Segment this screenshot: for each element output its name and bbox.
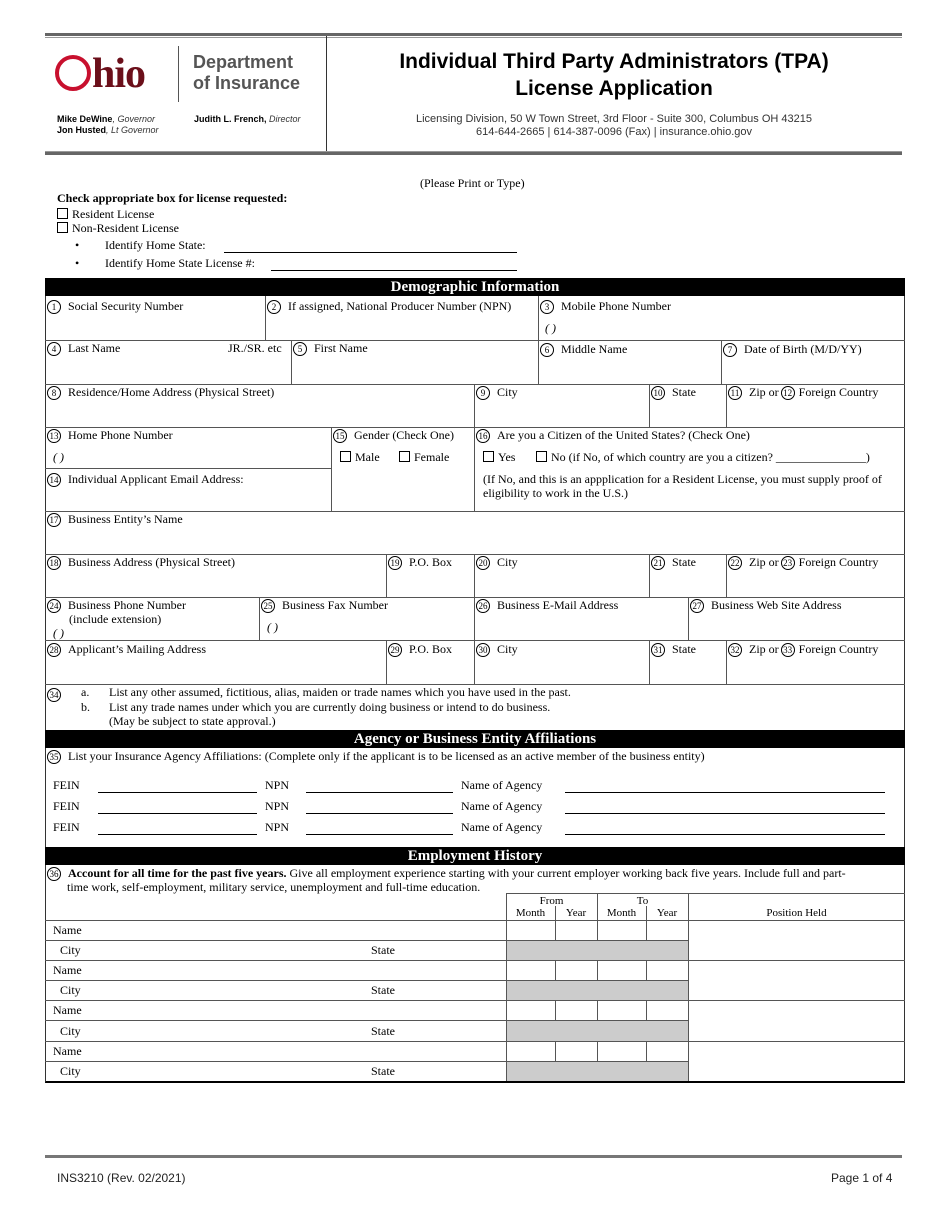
mobile-area-code: ( ) xyxy=(545,321,556,335)
home-phone-label: Home Phone Number xyxy=(68,428,173,442)
field-middle-name[interactable] xyxy=(540,342,627,357)
field-number-icon: 2 xyxy=(267,300,281,314)
option-non-resident-license[interactable] xyxy=(57,221,179,236)
divider xyxy=(688,597,689,640)
employer-city-label[interactable]: City xyxy=(60,1064,81,1078)
item-b-mark: b. xyxy=(81,700,90,714)
field-number-icon: 18 xyxy=(47,556,61,570)
row-divider xyxy=(45,960,905,961)
business-website-label: Business Web Site Address xyxy=(711,598,842,612)
field-number-icon: 36 xyxy=(47,867,61,881)
field-residence-city[interactable] xyxy=(476,385,518,400)
employer-state-label[interactable]: State xyxy=(371,943,395,957)
divider xyxy=(291,340,292,384)
npn-input[interactable] xyxy=(306,834,453,835)
last-name-label: Last Name xyxy=(68,341,121,355)
director-credit xyxy=(194,114,301,125)
item-b-note: (May be subject to state approval.) xyxy=(109,714,276,728)
department-line-2: of Insurance xyxy=(193,73,301,93)
field-number-icon: 29 xyxy=(388,643,402,657)
field-mailing-po-box[interactable] xyxy=(388,642,452,657)
field-business-phone[interactable] xyxy=(47,598,186,613)
field-email[interactable] xyxy=(47,472,244,487)
field-last-name[interactable] xyxy=(47,341,120,356)
field-number-icon: 22 xyxy=(728,556,742,570)
employer-city-label[interactable]: City xyxy=(60,1024,81,1038)
agency-name-label: Name of Agency xyxy=(461,820,543,834)
citizen-no-option[interactable] xyxy=(536,450,870,464)
divider xyxy=(538,340,539,384)
from-month-header: Month xyxy=(515,907,546,919)
field-first-name[interactable] xyxy=(293,341,368,356)
employer-name-label[interactable]: Name xyxy=(53,963,82,977)
agency-name-label: Name of Agency xyxy=(461,799,543,813)
field-number-icon: 6 xyxy=(540,343,554,357)
npn-input[interactable] xyxy=(306,813,453,814)
agency-name-input[interactable] xyxy=(565,834,885,835)
header-divider xyxy=(326,36,327,153)
npn-label: NPN xyxy=(265,820,290,834)
employer-city-label[interactable]: City xyxy=(60,983,81,997)
business-phone-area-code: ( ) xyxy=(53,626,64,640)
home-state-license-input[interactable] xyxy=(271,270,517,271)
npn-input[interactable] xyxy=(306,792,453,793)
print-note: (Please Print or Type) xyxy=(420,176,525,190)
affiliations-instruction xyxy=(47,749,705,764)
business-fax-area-code: ( ) xyxy=(267,620,278,634)
row-divider xyxy=(45,340,905,341)
field-business-state[interactable] xyxy=(651,555,696,570)
employment-instruction xyxy=(47,866,846,881)
field-other-names xyxy=(47,687,68,702)
row-divider xyxy=(45,427,905,428)
field-number-icon: 17 xyxy=(47,513,61,527)
po-box-label: P.O. Box xyxy=(409,642,453,656)
department-line-1: Department xyxy=(193,52,294,72)
field-number-icon: 20 xyxy=(476,556,490,570)
citizenship-note: (If No, and this is an appplication for a Resident License, you must supply proof of eligibility to work in the U.S.) xyxy=(483,472,882,500)
dob-label: Date of Birth (M/D/YY) xyxy=(744,342,862,356)
field-number-icon: 23 xyxy=(781,556,795,570)
divider xyxy=(474,427,475,511)
citizen-yes-checkbox[interactable] xyxy=(483,451,494,462)
field-number-icon: 8 xyxy=(47,386,61,400)
business-state-label: State xyxy=(672,555,696,569)
middle-name-label: Middle Name xyxy=(561,342,628,356)
ohio-logo-text: hio xyxy=(92,51,146,97)
bullet-icon: • xyxy=(75,238,80,252)
home-state-license-item xyxy=(75,256,255,271)
row-divider xyxy=(45,640,905,641)
field-mailing-city[interactable] xyxy=(476,642,518,657)
field-mailing-address[interactable] xyxy=(47,642,206,657)
page-title xyxy=(336,48,892,102)
header-top-rule xyxy=(45,33,902,36)
field-npn[interactable] xyxy=(267,299,511,314)
divider xyxy=(726,640,727,684)
citizen-no-checkbox[interactable] xyxy=(536,451,547,462)
agency-name-input[interactable] xyxy=(565,792,885,793)
field-date-of-birth[interactable] xyxy=(723,342,862,357)
field-number-icon: 7 xyxy=(723,343,737,357)
address-line: Licensing Division, 50 W Town Street, 3rd Floor - Suite 300, Columbus OH 43215 xyxy=(416,113,812,125)
divider xyxy=(386,554,387,597)
employer-state-label[interactable]: State xyxy=(371,1064,395,1078)
department-name xyxy=(193,52,300,94)
foreign-country-label: Foreign Country xyxy=(798,555,879,569)
gender-female-option[interactable] xyxy=(399,450,449,464)
field-home-phone[interactable] xyxy=(47,428,173,443)
governor-credit xyxy=(57,114,155,125)
column-divider xyxy=(646,1000,647,1020)
logo-divider xyxy=(178,46,179,102)
ssn-label: Social Security Number xyxy=(68,299,184,313)
business-phone-label: Business Phone Number xyxy=(68,598,186,612)
employer-name-label[interactable]: Name xyxy=(53,923,82,937)
row-divider xyxy=(45,1000,905,1001)
shaded-cell xyxy=(507,981,688,1000)
divider xyxy=(474,554,475,597)
divider xyxy=(474,384,475,427)
agency-name-input[interactable] xyxy=(565,813,885,814)
mailing-state-label: State xyxy=(672,642,696,656)
suffix-label: JR./SR. etc xyxy=(228,341,282,355)
field-number-icon: 33 xyxy=(781,643,795,657)
npn-label: NPN xyxy=(265,799,290,813)
divider xyxy=(265,296,266,340)
row-divider xyxy=(45,920,905,921)
to-header: To xyxy=(636,895,649,907)
column-divider xyxy=(597,1041,598,1061)
npn-label: If assigned, National Producer Number (NPN) xyxy=(288,299,512,313)
non-resident-license-label: Non-Resident License xyxy=(72,221,179,235)
home-state-license-label: Identify Home State License #: xyxy=(105,256,255,270)
option-resident-license[interactable] xyxy=(57,207,154,222)
instruction-line-2: time work, self-employment, military service, unemployment and full-time education. xyxy=(67,880,481,894)
divider xyxy=(726,384,727,427)
mobile-phone-label: Mobile Phone Number xyxy=(561,299,671,313)
field-business-city[interactable] xyxy=(476,555,518,570)
female-label: Female xyxy=(414,450,450,464)
business-email-label: Business E-Mail Address xyxy=(497,598,619,612)
lt-governor-title: , Lt Governor xyxy=(106,125,159,135)
field-business-zip[interactable] xyxy=(728,555,878,570)
column-divider xyxy=(646,1041,647,1061)
home-state-label: Identify Home State: xyxy=(105,238,206,252)
employment-banner: Employment History xyxy=(45,847,905,865)
home-state-input[interactable] xyxy=(224,252,517,253)
director-name: Judith L. French, xyxy=(194,114,267,124)
no-label: No (if No, of which country are you a citizen? _______________) xyxy=(551,450,870,464)
column-divider xyxy=(688,893,689,1081)
divider xyxy=(538,296,539,340)
fein-input[interactable] xyxy=(98,813,257,814)
divider xyxy=(331,427,332,511)
shaded-cell xyxy=(507,1062,688,1081)
column-divider xyxy=(597,920,598,940)
field-number-icon: 5 xyxy=(293,342,307,356)
field-number-icon: 10 xyxy=(651,386,665,400)
divider xyxy=(649,384,650,427)
field-business-address[interactable] xyxy=(47,555,235,570)
gender-male-option[interactable] xyxy=(340,450,380,464)
non-resident-license-checkbox[interactable] xyxy=(57,222,68,233)
fein-label: FEIN xyxy=(53,778,80,792)
field-number-icon: 3 xyxy=(540,300,554,314)
field-business-website[interactable] xyxy=(690,598,841,613)
field-number-icon: 26 xyxy=(476,599,490,613)
foreign-country-label: Foreign Country xyxy=(798,385,879,399)
from-header: From xyxy=(539,895,564,907)
field-number-icon: 21 xyxy=(651,556,665,570)
contact-line: 614-644-2665 | 614-387-0096 (Fax) | insurance.ohio.gov xyxy=(475,126,752,138)
field-number-icon: 34 xyxy=(47,688,61,702)
governor-title: , Governor xyxy=(112,114,155,124)
employer-name-label[interactable]: Name xyxy=(53,1003,82,1017)
zip-label: Zip or xyxy=(749,642,779,656)
business-city-label: City xyxy=(497,555,518,569)
employer-state-label[interactable]: State xyxy=(371,983,395,997)
column-divider xyxy=(597,960,598,980)
employer-city-label[interactable]: City xyxy=(60,943,81,957)
ohio-logo xyxy=(55,50,145,98)
ohio-logo-o-icon xyxy=(55,55,91,91)
business-address-label: Business Address (Physical Street) xyxy=(68,555,235,569)
divider xyxy=(386,640,387,684)
agency-name-label: Name of Agency xyxy=(461,778,543,792)
fein-label: FEIN xyxy=(53,820,80,834)
male-checkbox[interactable] xyxy=(340,451,351,462)
field-ssn[interactable] xyxy=(47,299,183,314)
item-a-mark: a. xyxy=(81,685,90,699)
field-residence-zip[interactable] xyxy=(728,385,878,400)
home-state-item xyxy=(75,238,206,253)
shaded-cell xyxy=(507,941,688,960)
division-address xyxy=(336,113,892,139)
business-fax-label: Business Fax Number xyxy=(282,598,388,612)
item-a-text: List any other assumed, fictitious, alias, maiden or trade names which you have used in the past. xyxy=(109,685,571,699)
resident-license-label: Resident License xyxy=(72,207,155,221)
fein-input[interactable] xyxy=(98,792,257,793)
field-number-icon: 13 xyxy=(47,429,61,443)
affiliations-banner: Agency or Business Entity Affiliations xyxy=(45,730,905,748)
column-divider xyxy=(555,1000,556,1020)
field-number-icon: 31 xyxy=(651,643,665,657)
title-line-1: Individual Third Party Administrators (TPA) xyxy=(399,50,829,73)
mailing-city-label: City xyxy=(497,642,518,656)
field-number-icon: 1 xyxy=(47,300,61,314)
field-mailing-state[interactable] xyxy=(651,642,696,657)
from-year-header: Year xyxy=(565,907,587,919)
field-number-icon: 4 xyxy=(47,342,61,356)
director-title: Director xyxy=(266,114,301,124)
column-divider xyxy=(597,1000,598,1020)
column-divider xyxy=(555,960,556,980)
affiliations-instruction-text: List your Insurance Agency Affiliations: (Complete only if the applicant is to be licensed as an active member of the business entity) xyxy=(68,749,705,763)
field-business-fax[interactable] xyxy=(261,598,388,613)
field-number-icon: 11 xyxy=(728,386,742,400)
header-top-rule-thin xyxy=(45,37,902,38)
employer-name-label[interactable]: Name xyxy=(53,1044,82,1058)
demographic-banner: Demographic Information xyxy=(45,278,905,296)
divider xyxy=(726,554,727,597)
instruction-bold: Account for all time for the past five years. xyxy=(68,866,287,880)
citizenship-label: Are you a Citizen of the United States? (Check One) xyxy=(497,428,750,442)
page-number: Page 1 of 4 xyxy=(831,1171,893,1185)
field-citizenship xyxy=(476,428,750,443)
fein-label: FEIN xyxy=(53,799,80,813)
shaded-cell xyxy=(507,1021,688,1041)
field-number-icon: 14 xyxy=(47,473,61,487)
zip-label: Zip or xyxy=(749,385,779,399)
field-business-entity-name[interactable] xyxy=(47,512,183,527)
male-label: Male xyxy=(355,450,380,464)
to-year-header: Year xyxy=(656,907,678,919)
position-held-header: Position Held xyxy=(766,907,827,919)
field-number-icon: 35 xyxy=(47,750,61,764)
governor-name: Mike DeWine xyxy=(57,114,113,124)
divider xyxy=(721,340,722,384)
to-month-header: Month xyxy=(606,907,637,919)
foreign-country-label: Foreign Country xyxy=(798,642,879,656)
divider xyxy=(474,597,475,640)
column-divider xyxy=(555,920,556,940)
item-b-text: List any trade names under which you are currently doing business or intend to do business. xyxy=(109,700,551,714)
field-number-icon: 9 xyxy=(476,386,490,400)
column-divider xyxy=(646,920,647,940)
email-label: Individual Applicant Email Address: xyxy=(68,472,244,486)
divider xyxy=(649,640,650,684)
npn-label: NPN xyxy=(265,778,290,792)
bullet-icon: • xyxy=(75,256,80,270)
field-number-icon: 30 xyxy=(476,643,490,657)
field-business-po-box[interactable] xyxy=(388,555,452,570)
citizen-yes-option[interactable] xyxy=(483,450,515,464)
header-bottom-rule xyxy=(45,152,902,155)
title-line-2: License Application xyxy=(515,77,713,100)
instruction-rest: Give all employment experience starting with your current employer working back five years. Include full and part- xyxy=(286,866,846,880)
divider xyxy=(259,597,260,640)
fein-input[interactable] xyxy=(98,834,257,835)
po-box-label: P.O. Box xyxy=(409,555,453,569)
employer-state-label[interactable]: State xyxy=(371,1024,395,1038)
field-number-icon: 28 xyxy=(47,643,61,657)
column-divider xyxy=(555,1041,556,1061)
yes-label: Yes xyxy=(498,450,516,464)
field-residence-state[interactable] xyxy=(651,385,696,400)
footer-rule xyxy=(45,1155,902,1158)
field-number-icon: 12 xyxy=(781,386,795,400)
divider xyxy=(649,554,650,597)
mailing-address-label: Applicant’s Mailing Address xyxy=(68,642,206,656)
business-entity-label: Business Entity’s Name xyxy=(68,512,183,526)
divider xyxy=(474,640,475,684)
field-number-icon: 32 xyxy=(728,643,742,657)
business-phone-extension-note: (include extension) xyxy=(69,612,162,626)
first-name-label: First Name xyxy=(314,341,368,355)
lt-governor-name: Jon Husted xyxy=(57,125,107,135)
residence-state-label: State xyxy=(672,385,696,399)
female-checkbox[interactable] xyxy=(399,451,410,462)
home-area-code: ( ) xyxy=(53,450,64,464)
field-residence-address[interactable] xyxy=(47,385,274,400)
field-number-icon: 24 xyxy=(47,599,61,613)
field-number-icon: 19 xyxy=(388,556,402,570)
row-divider xyxy=(45,1041,905,1042)
field-number-icon: 16 xyxy=(476,429,490,443)
form-id: INS3210 (Rev. 02/2021) xyxy=(57,1171,186,1185)
column-divider xyxy=(646,960,647,980)
field-mailing-zip[interactable] xyxy=(728,642,878,657)
resident-license-checkbox[interactable] xyxy=(57,208,68,219)
field-number-icon: 27 xyxy=(690,599,704,613)
field-number-icon: 25 xyxy=(261,599,275,613)
row-divider xyxy=(45,468,331,469)
lt-governor-credit xyxy=(57,125,159,136)
field-gender xyxy=(333,428,454,443)
field-number-icon: 15 xyxy=(333,429,347,443)
zip-label: Zip or xyxy=(749,555,779,569)
residence-city-label: City xyxy=(497,385,518,399)
field-mobile-phone[interactable] xyxy=(540,299,671,314)
license-prompt: Check appropriate box for license requested: xyxy=(57,191,288,205)
residence-address-label: Residence/Home Address (Physical Street) xyxy=(68,385,275,399)
gender-label: Gender (Check One) xyxy=(354,428,454,442)
field-business-email[interactable] xyxy=(476,598,618,613)
